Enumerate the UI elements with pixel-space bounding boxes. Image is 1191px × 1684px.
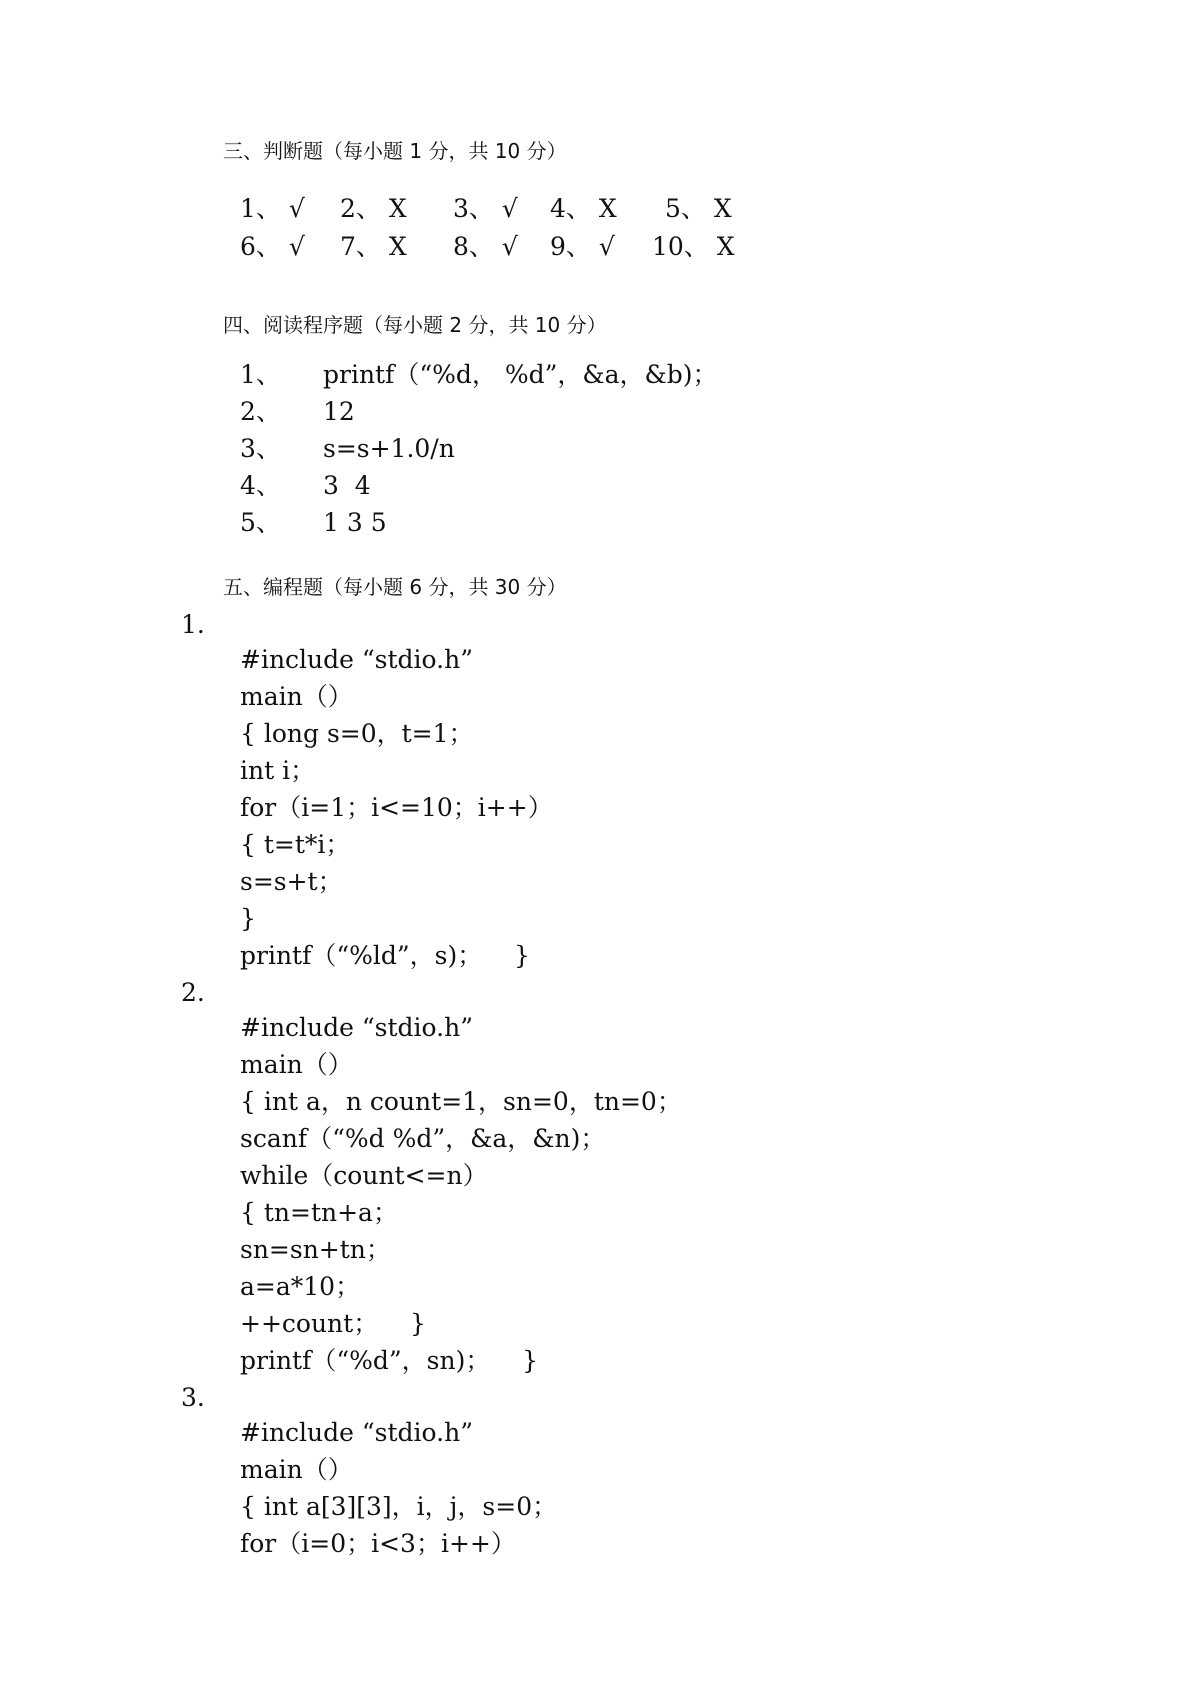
program-number: 2. xyxy=(181,978,205,1007)
code-line: { long s=0，t=1； xyxy=(240,719,474,748)
code-line: while（count<=n） xyxy=(240,1161,488,1190)
reading-num-5: 5、 xyxy=(240,508,281,537)
code-line: { t=t*i； xyxy=(240,830,351,859)
code-line: printf（“%ld”，s)； } xyxy=(240,941,530,970)
code-line: main（） xyxy=(240,1050,353,1079)
code-line: for（i=0；i<3；i++） xyxy=(240,1529,516,1558)
code-line: #include “stdio.h” xyxy=(240,1013,473,1042)
reading-num-2: 2、 xyxy=(240,397,281,426)
answer-9: 9、 √ xyxy=(550,232,615,261)
answer-3: 3、 √ xyxy=(453,194,518,223)
reading-num-4: 4、 xyxy=(240,471,281,500)
code-line: { int a[3][3]，i，j，s=0； xyxy=(240,1492,558,1521)
program-number: 3. xyxy=(181,1383,205,1412)
code-line: } xyxy=(240,904,256,933)
code-line: main（） xyxy=(240,1455,353,1484)
reading-answer-1: printf（“%d， %d”，&a，&b)； xyxy=(323,360,718,389)
answer-8: 8、 √ xyxy=(453,232,518,261)
code-line: scanf（“%d %d”，&a，&n)； xyxy=(240,1124,606,1153)
code-line: ++count； } xyxy=(240,1309,426,1338)
code-line: { int a，n count=1，sn=0，tn=0； xyxy=(240,1087,682,1116)
reading-answer-5: 1 3 5 xyxy=(323,508,387,537)
reading-answer-3: s=s+1.0/n xyxy=(323,434,455,463)
code-line: { tn=tn+a； xyxy=(240,1198,398,1227)
program-number: 1. xyxy=(181,610,205,639)
section3-title: 三、判断题（每小题 1 分，共 10 分） xyxy=(223,139,567,163)
code-line: s=s+t； xyxy=(240,867,343,896)
code-line: int i； xyxy=(240,756,316,785)
code-line: a=a*10； xyxy=(240,1272,361,1301)
section5-title: 五、编程题（每小题 6 分，共 30 分） xyxy=(223,575,567,599)
reading-num-3: 3、 xyxy=(240,434,281,463)
section4-title: 四、阅读程序题（每小题 2 分，共 10 分） xyxy=(223,313,607,337)
code-line: main（） xyxy=(240,682,353,711)
reading-answer-4: 3 4 xyxy=(323,471,371,500)
reading-num-1: 1、 xyxy=(240,360,281,389)
answer-10: 10、 X xyxy=(652,232,735,261)
code-line: for（i=1；i<=10；i++） xyxy=(240,793,553,822)
answer-7: 7、 X xyxy=(340,232,407,261)
answer-2: 2、 X xyxy=(340,194,407,223)
reading-answer-2: 12 xyxy=(323,397,355,426)
answer-5: 5、 X xyxy=(665,194,732,223)
code-line: #include “stdio.h” xyxy=(240,645,473,674)
code-line: sn=sn+tn； xyxy=(240,1235,391,1264)
code-line: #include “stdio.h” xyxy=(240,1418,473,1447)
answer-6: 6、 √ xyxy=(240,232,305,261)
answer-4: 4、 X xyxy=(550,194,617,223)
answer-1: 1、 √ xyxy=(240,194,305,223)
code-line: printf（“%d”，sn)； } xyxy=(240,1346,539,1375)
